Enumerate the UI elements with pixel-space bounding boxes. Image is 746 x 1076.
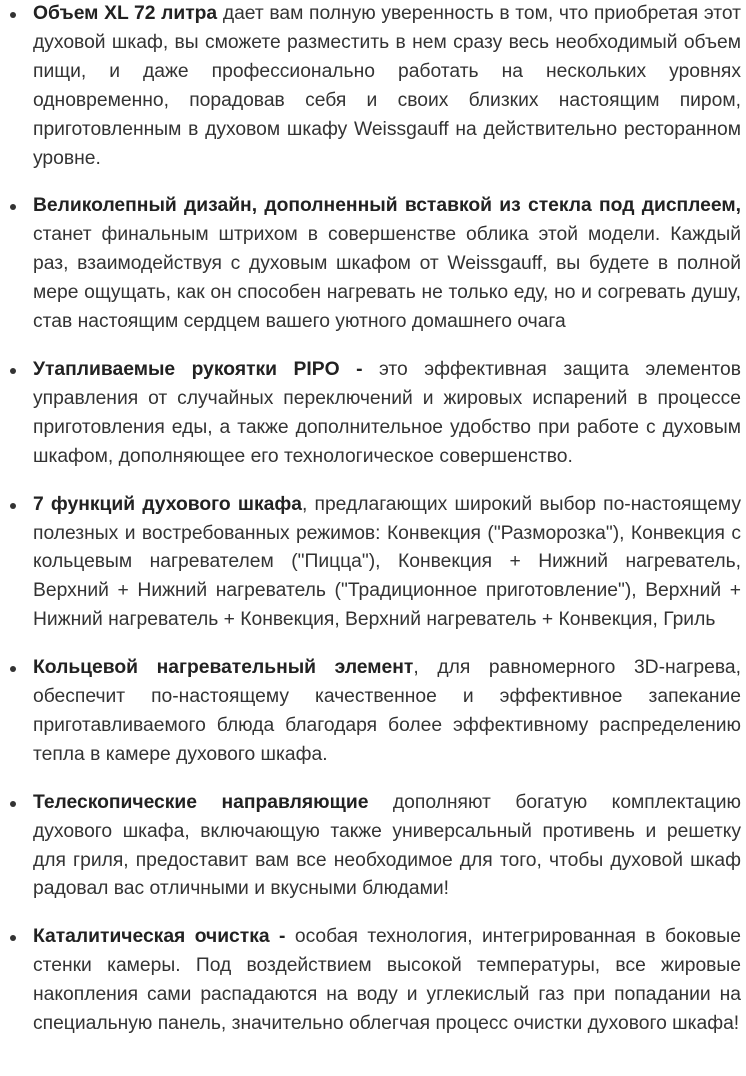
bullet-icon <box>10 12 16 18</box>
feature-title: Утапливаемые рукоятки PIPO - <box>33 358 363 380</box>
feature-title: Телескопические направляющие <box>33 791 369 813</box>
feature-description: это эффективная защита элементов управления от случайных переключений и жировых испарений в процессе приготовления еды, а также дополнительное удобство при работе с духовым шкафом, дополняющее его технологическое совершенство. <box>33 358 741 467</box>
feature-title: Объем XL 72 литра <box>33 3 218 24</box>
feature-description: особая технология, интегрированная в боковые стенки камеры. Под воздействием высокой температуры, все жировые накопления сами распадаются на воду и углекислый газ при попадании на специальную панель, значительно облегчая процесс очистки духового шкафа! <box>33 926 742 1035</box>
bullet-icon <box>10 503 16 509</box>
feature-item-functions <box>33 491 741 636</box>
feature-description: , предлагающих широкий выбор по-настоящему полезных и востребованных режимов: Конвекция ("Разморозка"), Конвекция с кольцевым нагревателем ("Пицца"), Конвекция + Нижний нагреватель, Верхний + Нижний нагреватель ("Традиционное приготовление"), Верхний + Нижний нагреватель + Конвекция, Верхний нагреватель + Конвекция, Гриль <box>33 493 741 631</box>
bullet-icon <box>10 935 16 941</box>
feature-item-knobs <box>33 356 741 472</box>
feature-item-design <box>33 192 741 337</box>
feature-item-volume <box>33 0 741 173</box>
feature-title: 7 функций духового шкафа <box>33 493 302 515</box>
feature-description: станет финальным штрихом в совершенстве облика этой модели. Каждый раз, взаимодействуя с духовым шкафом от Weissgauff, вы будете в полной мере ощущать, как он способен нагревать не только еду, но и согревать душу, став настоящим сердцем вашего уютного домашнего очага <box>33 224 741 333</box>
feature-title: Кольцевой нагревательный элемент <box>33 657 414 679</box>
bullet-icon <box>10 368 16 374</box>
feature-description: , для равномерного 3D-нагрева, обеспечит по-настоящему качественное и эффективное запекание приготавливаемого блюда благодаря более эффективному распределению тепла в камере духового шкафа. <box>33 657 741 765</box>
bullet-icon <box>10 801 16 807</box>
feature-description: дополняют богатую комплектацию духового шкафа, включающую также универсальный противень и решетку для гриля, предоставит вам все необходимое для того, чтобы духовой шкаф радовал вас отличными и вкусными блюдами! <box>33 791 741 900</box>
feature-item-telescopic-rails <box>33 789 741 905</box>
feature-title: Великолепный дизайн, дополненный вставкой из стекла под дисплеем, <box>33 195 741 217</box>
feature-item-catalytic-cleaning <box>33 923 741 1039</box>
bullet-icon <box>10 204 16 210</box>
feature-description: дает вам полную уверенность в том, что приобретая этот духовой шкаф, вы сможете разместить в нем сразу весь необходимый объем пищи, и даже профессионально работать на нескольких уровнях одновременно, порадовав себя и своих близких настоящим пиром, приготовленным в духовом шкафу Weissgauff на действительно ресторанном уровне. <box>33 3 742 169</box>
bullet-icon <box>10 666 16 672</box>
feature-title: Каталитическая очистка - <box>33 926 286 948</box>
feature-item-ring-heater <box>33 654 741 770</box>
